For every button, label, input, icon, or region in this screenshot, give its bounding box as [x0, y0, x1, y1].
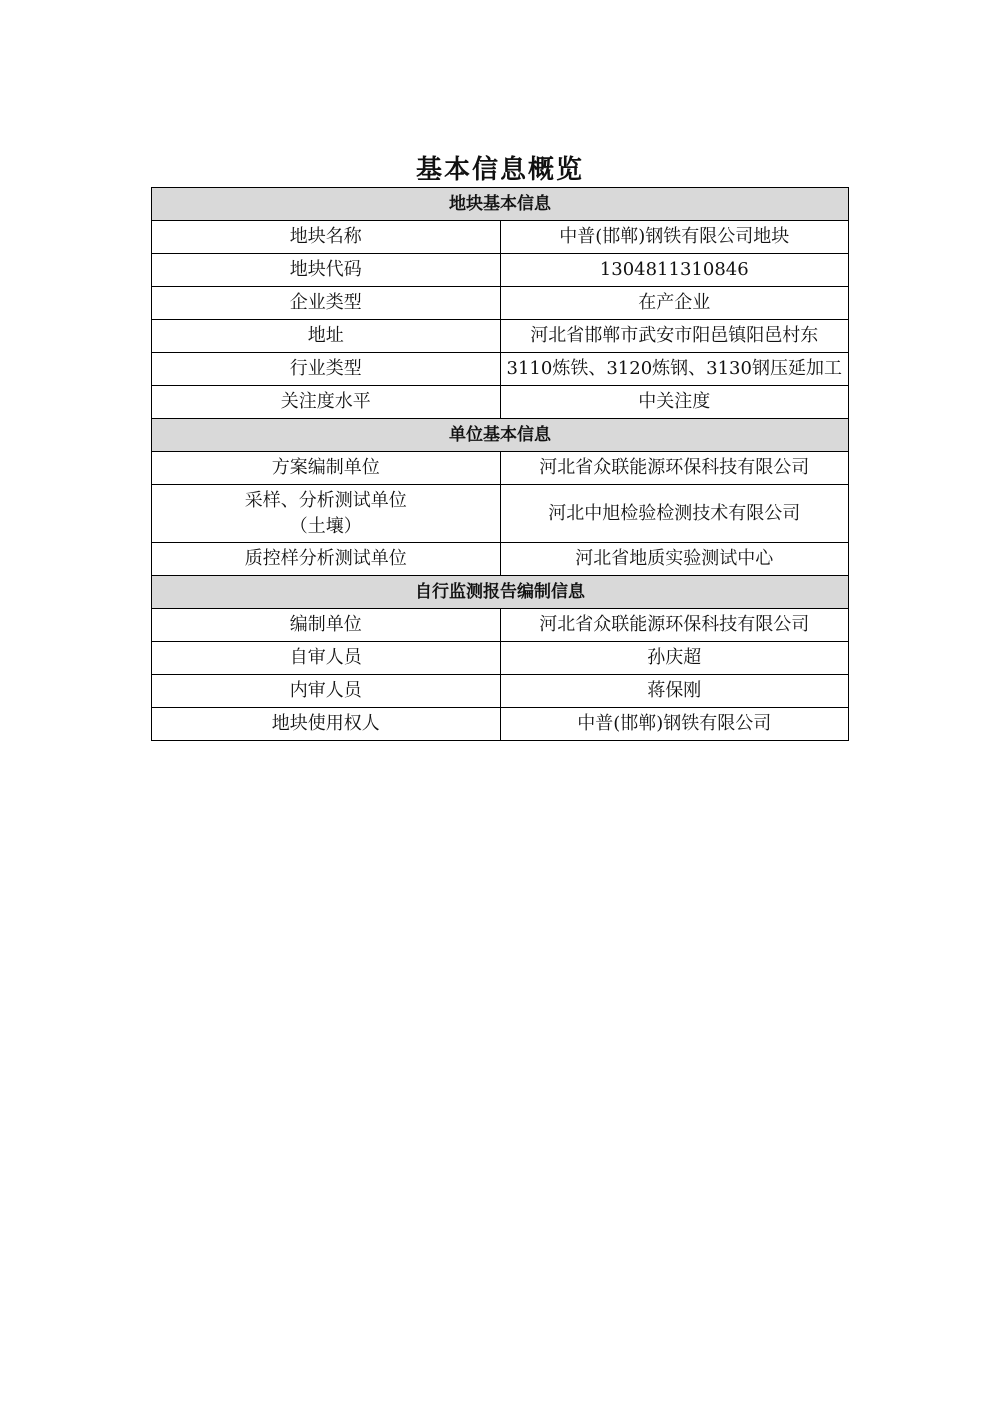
row-label: 地块代码 [152, 254, 501, 287]
table-row [152, 353, 849, 386]
row-value: 孙庆超 [500, 642, 849, 675]
row-label: 质控样分析测试单位 [152, 543, 501, 576]
table-row [152, 320, 849, 353]
row-label-line2: （土壤） [289, 515, 362, 537]
row-label: 编制单位 [152, 609, 501, 642]
row-label: 方案编制单位 [152, 452, 501, 485]
table-row [152, 254, 849, 287]
page-title: 基本信息概览 [415, 155, 584, 185]
row-label: 关注度水平 [152, 386, 501, 419]
section-heading-report-info: 自行监测报告编制信息 [152, 576, 849, 609]
section-header-row [152, 576, 849, 609]
row-label: 内审人员 [152, 675, 501, 708]
table-row [152, 221, 849, 254]
table-row [152, 708, 849, 741]
row-label-two-line [152, 485, 501, 543]
info-table [151, 187, 849, 741]
section-header-row [152, 188, 849, 221]
table-row [152, 287, 849, 320]
row-label: 企业类型 [152, 287, 501, 320]
table-row [152, 609, 849, 642]
table-row [152, 675, 849, 708]
row-value: 在产企业 [500, 287, 849, 320]
row-label: 自审人员 [152, 642, 501, 675]
table-row [152, 543, 849, 576]
row-value: 1304811310846 [500, 254, 849, 287]
table-row [152, 386, 849, 419]
row-label: 地块名称 [152, 221, 501, 254]
row-value: 河北省众联能源环保科技有限公司 [500, 609, 849, 642]
row-value: 中关注度 [500, 386, 849, 419]
table-row [152, 452, 849, 485]
row-value: 河北省地质实验测试中心 [500, 543, 849, 576]
table-row [152, 642, 849, 675]
section-heading-unit-info: 单位基本信息 [152, 419, 849, 452]
table-row [152, 485, 849, 543]
row-value: 河北省众联能源环保科技有限公司 [500, 452, 849, 485]
row-value: 河北中旭检验检测技术有限公司 [500, 485, 849, 543]
row-label-line1: 采样、分析测试单位 [244, 489, 407, 511]
row-value: 河北省邯郸市武安市阳邑镇阳邑村东 [500, 320, 849, 353]
row-label: 地块使用权人 [152, 708, 501, 741]
row-value: 中普(邯郸)钢铁有限公司地块 [500, 221, 849, 254]
row-value: 3110炼铁、3120炼钢、3130钢压延加工 [500, 353, 849, 386]
section-heading-plot-info: 地块基本信息 [152, 188, 849, 221]
row-label: 行业类型 [152, 353, 501, 386]
section-header-row [152, 419, 849, 452]
row-label: 地址 [152, 320, 501, 353]
row-value: 中普(邯郸)钢铁有限公司 [500, 708, 849, 741]
row-value: 蒋保刚 [500, 675, 849, 708]
